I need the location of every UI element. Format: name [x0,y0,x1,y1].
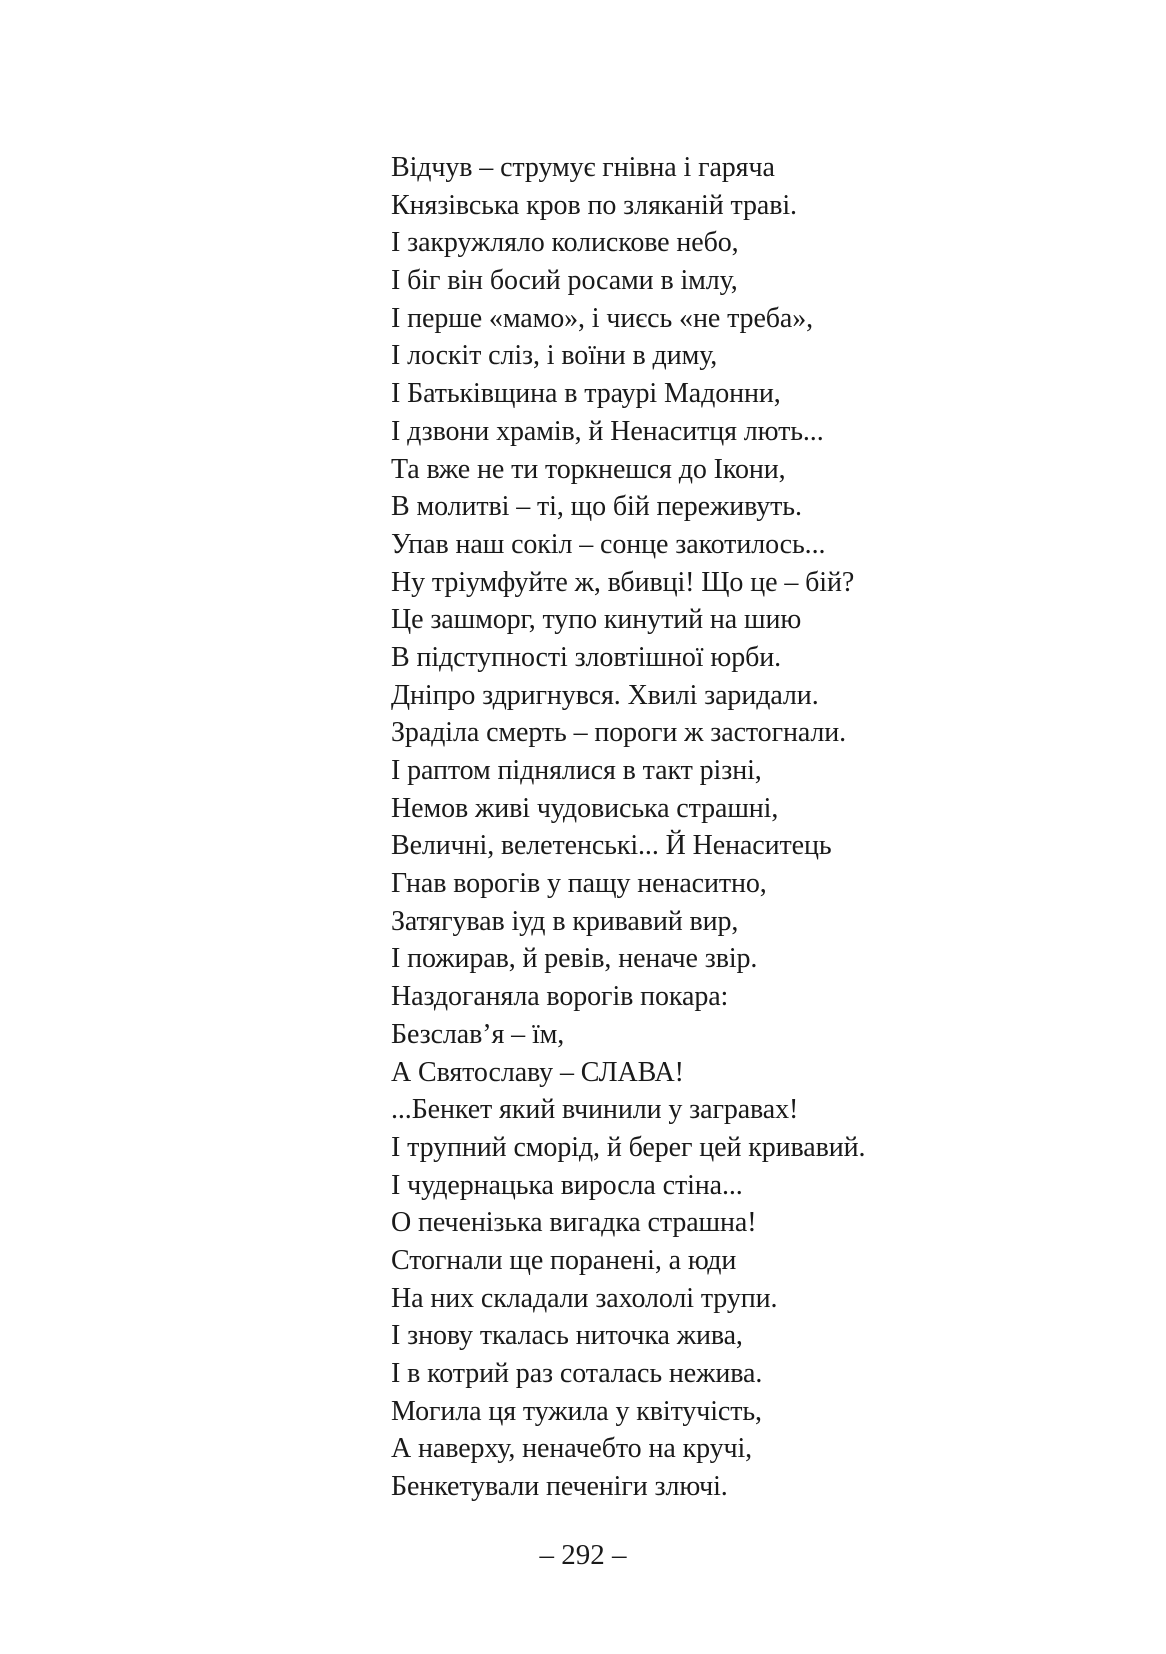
poem-line: І Батьківщина в траурі Мадонни, [391,378,781,410]
poem-line: А наверху, неначебто на кручі, [391,1433,753,1465]
poem-line: Дніпро здригнувся. Хвилі заридали. [391,679,819,711]
poem-line: Та вже не ти торкнешся до Ікони, [391,453,786,485]
poem-line: О печенізька вигадка страшна! [391,1207,757,1239]
poem-line: І знову ткалась ниточка жива, [391,1320,743,1352]
poem-line: Величні, велетенські... Й Ненаситець [391,830,832,862]
poem-body [391,149,1111,1506]
poem-line: І біг він босий росами в імлу, [391,265,738,297]
poem-line: І трупний сморід, й берег цей кривавий. [391,1131,866,1163]
poem-line: Стогнали ще поранені, а юди [391,1244,737,1276]
poem-line: І чудернацька виросла стіна... [391,1169,743,1201]
poem-line: Упав наш сокіл – сонце закотилось... [391,528,826,560]
poem-line: І пожирав, й ревів, неначе звір. [391,943,758,975]
poem-line: Відчув – струмує гнівна і гаряча [391,152,775,183]
poem-line: Немов живі чудовиська страшні, [391,792,779,824]
poem-line: І раптом піднялися в такт різні, [391,755,762,786]
poem-line: Гнав ворогів у пащу ненаситно, [391,868,767,900]
poem-line: І перше «мамо», і чиєсь «не треба», [391,302,814,334]
poem-line: Затягував іуд в кривавий вир, [391,905,739,937]
poem-line: Зраділа смерть – пороги ж застогнали. [391,717,847,749]
poem-line: Це зашморг, тупо кинутий на шию [391,604,802,636]
poem-line: В молитві – ті, що бій переживуть. [391,491,802,523]
poem-line: Наздоганяла ворогів покара: [391,981,729,1013]
poem-line: Ну тріумфуйте ж, вбивці! Що це – бій? [391,566,855,598]
poem-line: В підступності зловтішної юрби. [391,641,782,673]
poem-line: А Святославу – СЛАВА! [391,1056,684,1088]
poem-line: І дзвони храмів, й Ненаситця лють... [391,415,824,447]
poem-line: Могила ця тужила у квітучість, [391,1395,762,1427]
poem-line: Князівська кров по зляканій траві. [391,189,797,221]
page-number: – 292 – [539,1539,627,1571]
poem-line: ...Бенкет який вчинили у загравах! [391,1094,799,1126]
poem-line: І закружляло колискове небо, [391,227,739,259]
poem-line: Безслав’я – їм, [391,1018,565,1050]
poem-line: І лоскіт сліз, і воїни в диму, [391,340,718,372]
poem-line: І в котрий раз соталась нежива. [391,1358,763,1389]
poem-line: Бенкетували печеніги злючі. [391,1471,728,1503]
poem-line: На них складали захололі трупи. [391,1282,778,1314]
